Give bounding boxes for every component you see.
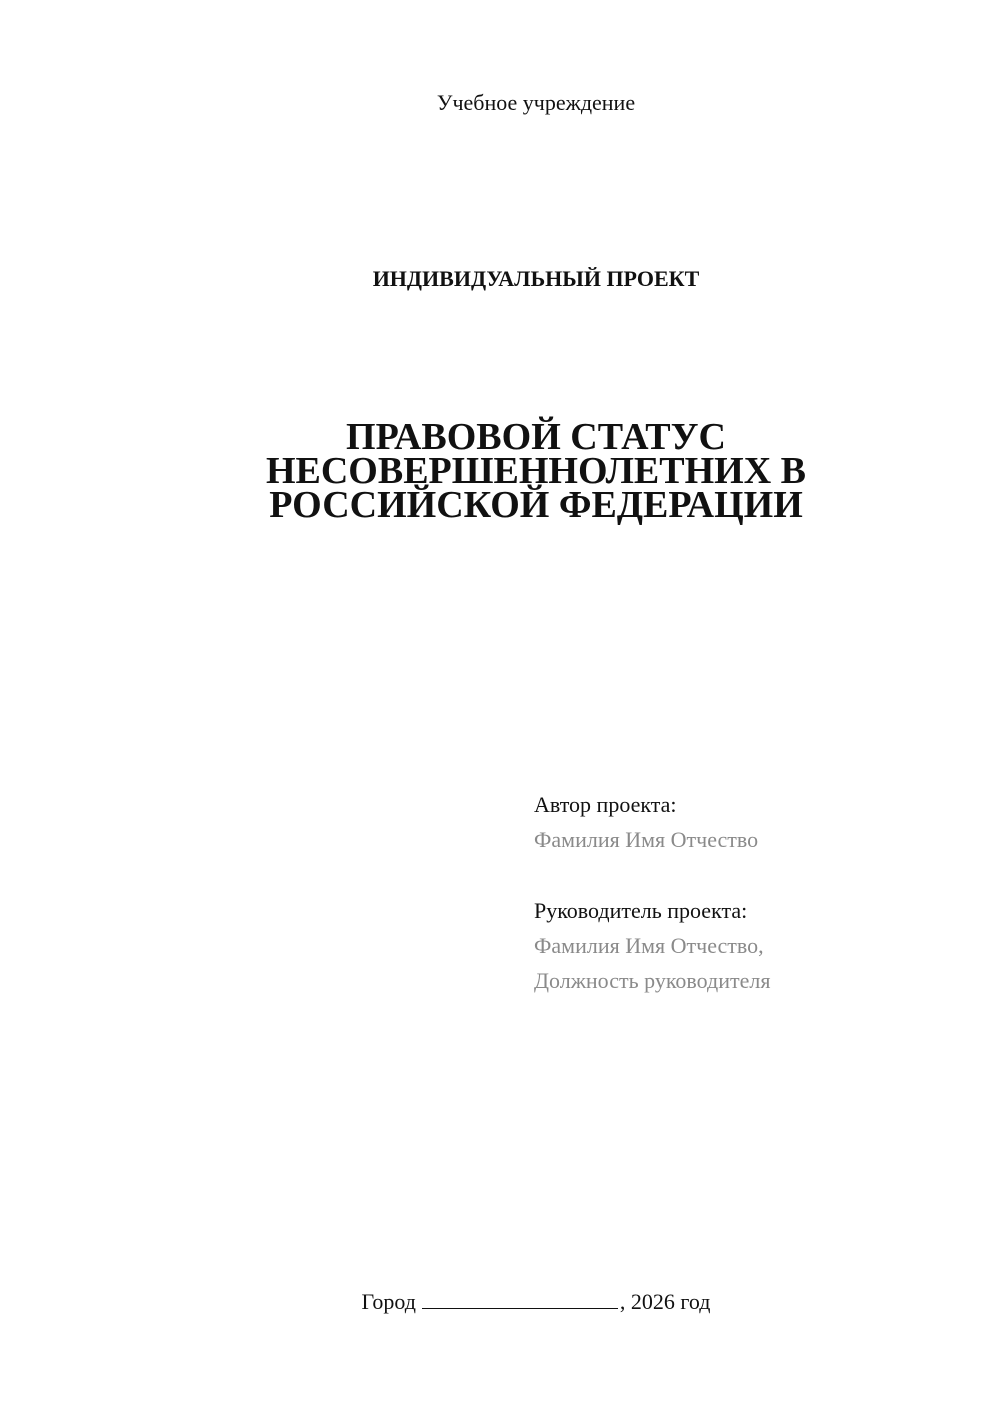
project-title	[0, 416, 1000, 526]
project-title-line-3: РОССИЙСКОЙ ФЕДЕРАЦИИ	[269, 484, 803, 526]
credits-block	[534, 787, 770, 998]
author-label: Автор проекта:	[534, 792, 677, 817]
supervisor-name-placeholder: Фамилия Имя Отчество,	[534, 933, 764, 958]
city-blank-line	[422, 1290, 618, 1309]
project-title-line-2: НЕСОВЕРШЕННОЛЕТНИХ В	[265, 450, 807, 492]
city-year-line	[0, 1289, 1000, 1315]
credits-spacer	[534, 857, 770, 893]
author-name-placeholder: Фамилия Имя Отчество	[534, 827, 759, 852]
institution-name: Учебное учреждение	[436, 90, 636, 115]
supervisor-position-placeholder: Должность руководителя	[534, 968, 771, 993]
city-label: Город	[361, 1289, 416, 1314]
year-text: , 2026 год	[619, 1289, 711, 1314]
project-type-heading: ИНДИВИДУАЛЬНЫЙ ПРОЕКТ	[372, 266, 700, 291]
supervisor-label: Руководитель проекта:	[534, 898, 748, 923]
project-title-line-1: ПРАВОВОЙ СТАТУС	[346, 416, 726, 458]
